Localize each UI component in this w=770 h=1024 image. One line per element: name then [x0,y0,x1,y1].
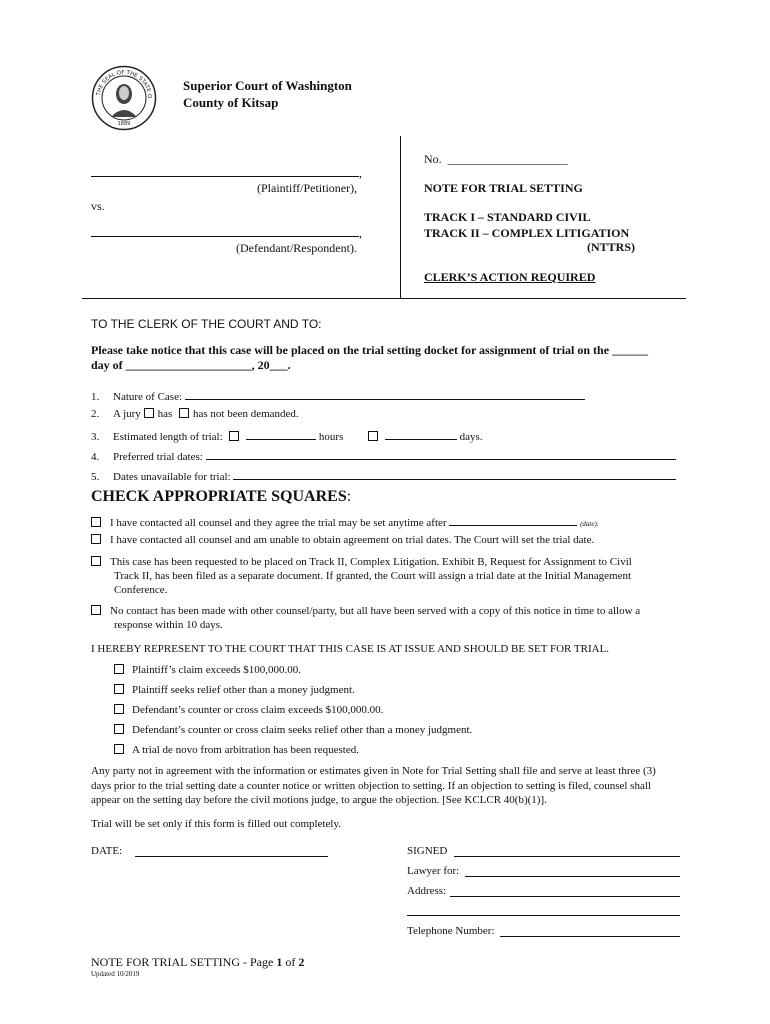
agree-checkbox[interactable] [91,517,101,527]
seal-year: 1889 [117,121,131,127]
court-name: Superior Court of Washington [183,78,352,93]
trial-de-novo-checkbox[interactable] [114,744,124,754]
seal-text: THE SEAL OF THE STATE O [96,69,153,99]
represent-option: Plaintiff seeks relief other than a money judgment. [114,684,355,696]
date-label: DATE: [91,845,123,857]
represent-heading: I HEREBY REPRESENT TO THE COURT THAT THIS CASE IS AT ISSUE AND SHOULD BE SET FOR TRIAL. [91,643,610,655]
plaintiff-label: (Plaintiff/Petitioner), [257,181,358,195]
court-county: County of Kitsap [183,95,279,110]
item-jury: 2. A jury has has not been demanded. [91,408,299,420]
notice-line-1: Please take notice that this case will be placed on the trial setting docket for assignment of trial on the ______ [91,343,649,357]
objection-paragraph: Any party not in agreement with the information or estimates given in Note for Trial Setting shall file and serve at least three (3) days prior to the trial setting date a counter notice or written objection to setting. If an objection to setting is filed, counsel shall appear on the setting day before the civil motions judge, to argue the objection. [See KCLCR 40(b)(1)]. [91,765,656,806]
defendant-relief-checkbox[interactable] [114,724,124,734]
no-agreement-checkbox[interactable] [91,534,101,544]
represent-option: A trial de novo from arbitration has been requested. [114,744,359,756]
case-no-blank: ____________________ [447,152,568,166]
signed-field[interactable] [454,856,680,857]
plaintiff-exceeds-checkbox[interactable] [114,664,124,674]
footer-title: NOTE FOR TRIAL SETTING - Page 1 of 2 [91,955,305,969]
preferred-dates-field[interactable] [206,448,676,460]
clerk-action: CLERK’S ACTION REQUIRED [424,270,596,284]
days-field[interactable] [385,428,457,440]
item-length: 3. Estimated length of trial: hours days. [91,428,691,443]
unavailable-dates-field[interactable] [233,468,676,480]
completeness-note: Trial will be set only if this form is filled out completely. [91,818,342,830]
address-field[interactable] [450,896,680,897]
represent-option: Plaintiff’s claim exceeds $100,000.00. [114,664,301,676]
lawyer-label: Lawyer for: [407,865,460,877]
phone-field[interactable] [500,936,680,937]
caption-bottom-rule [82,298,686,299]
caption-comma: , [359,226,362,240]
days-checkbox[interactable] [368,431,378,441]
no-contact-checkbox[interactable] [91,605,101,615]
phone-label: Telephone Number: [407,925,495,937]
track2-checkbox[interactable] [91,556,101,566]
signed-label: SIGNED [407,845,448,857]
jury-has-checkbox[interactable] [144,408,154,418]
defendant-label: (Defendant/Respondent). [236,241,357,255]
plaintiff-line[interactable] [91,176,359,177]
lawyer-field[interactable] [465,876,680,877]
footer-updated: Updated 10/2019 [91,970,140,978]
to-clerk: TO THE CLERK OF THE COURT AND TO: [91,317,322,331]
nature-field[interactable] [185,388,585,400]
after-date-field[interactable] [449,514,577,526]
item-preferred: 4. Preferred trial dates: [91,448,691,463]
caption-divider [400,136,401,299]
notice-line-2: day of _____________________, 20___. [91,358,291,372]
caption-comma: , [359,166,362,180]
defendant-exceeds-checkbox[interactable] [114,704,124,714]
check-heading: CHECK APPROPRIATE SQUARES: [91,488,352,505]
track-one: TRACK I – STANDARD CIVIL [424,210,591,224]
case-no-label: No. [424,152,442,166]
hours-field[interactable] [246,428,316,440]
check-option-track2: This case has been requested to be placed on Track II, Complex Litigation. Exhibit B, Request for Assignment to Civil Track II, has been filed as a separate document. If granted, the Court will assign a trial date at the Initial Management Conference. [91,555,686,597]
defendant-line[interactable] [91,236,359,237]
represent-option: Defendant’s counter or cross claim exceeds $100,000.00. [114,704,383,716]
item-unavailable: 5. Dates unavailable for trial: [91,468,691,483]
date-field[interactable] [135,856,328,857]
vs-label: vs. [91,199,105,213]
state-seal [91,65,157,131]
track-two: TRACK II – COMPLEX LITIGATION [424,226,630,240]
check-option-no-agreement: I have contacted all counsel and am unable to obtain agreement on trial dates. The Court will set the trial date. [91,534,686,546]
hours-checkbox[interactable] [229,431,239,441]
case-number[interactable] [424,152,568,167]
check-option-no-contact: No contact has been made with other counsel/party, but all have been served with a copy of this notice in time to allow a response within 10 days. [91,604,686,632]
check-option-agree: I have contacted all counsel and they agree the trial may be set anytime after (date). [91,514,686,529]
address-label: Address: [407,885,447,897]
item-nature: 1. Nature of Case: [91,388,691,403]
jury-has-not-checkbox[interactable] [179,408,189,418]
nttrs-label: (NTTRS) [587,240,636,254]
doc-title: NOTE FOR TRIAL SETTING [424,181,583,195]
represent-option: Defendant’s counter or cross claim seeks relief other than a money judgment. [114,724,472,736]
plaintiff-relief-checkbox[interactable] [114,684,124,694]
address-field-2[interactable] [407,915,680,916]
